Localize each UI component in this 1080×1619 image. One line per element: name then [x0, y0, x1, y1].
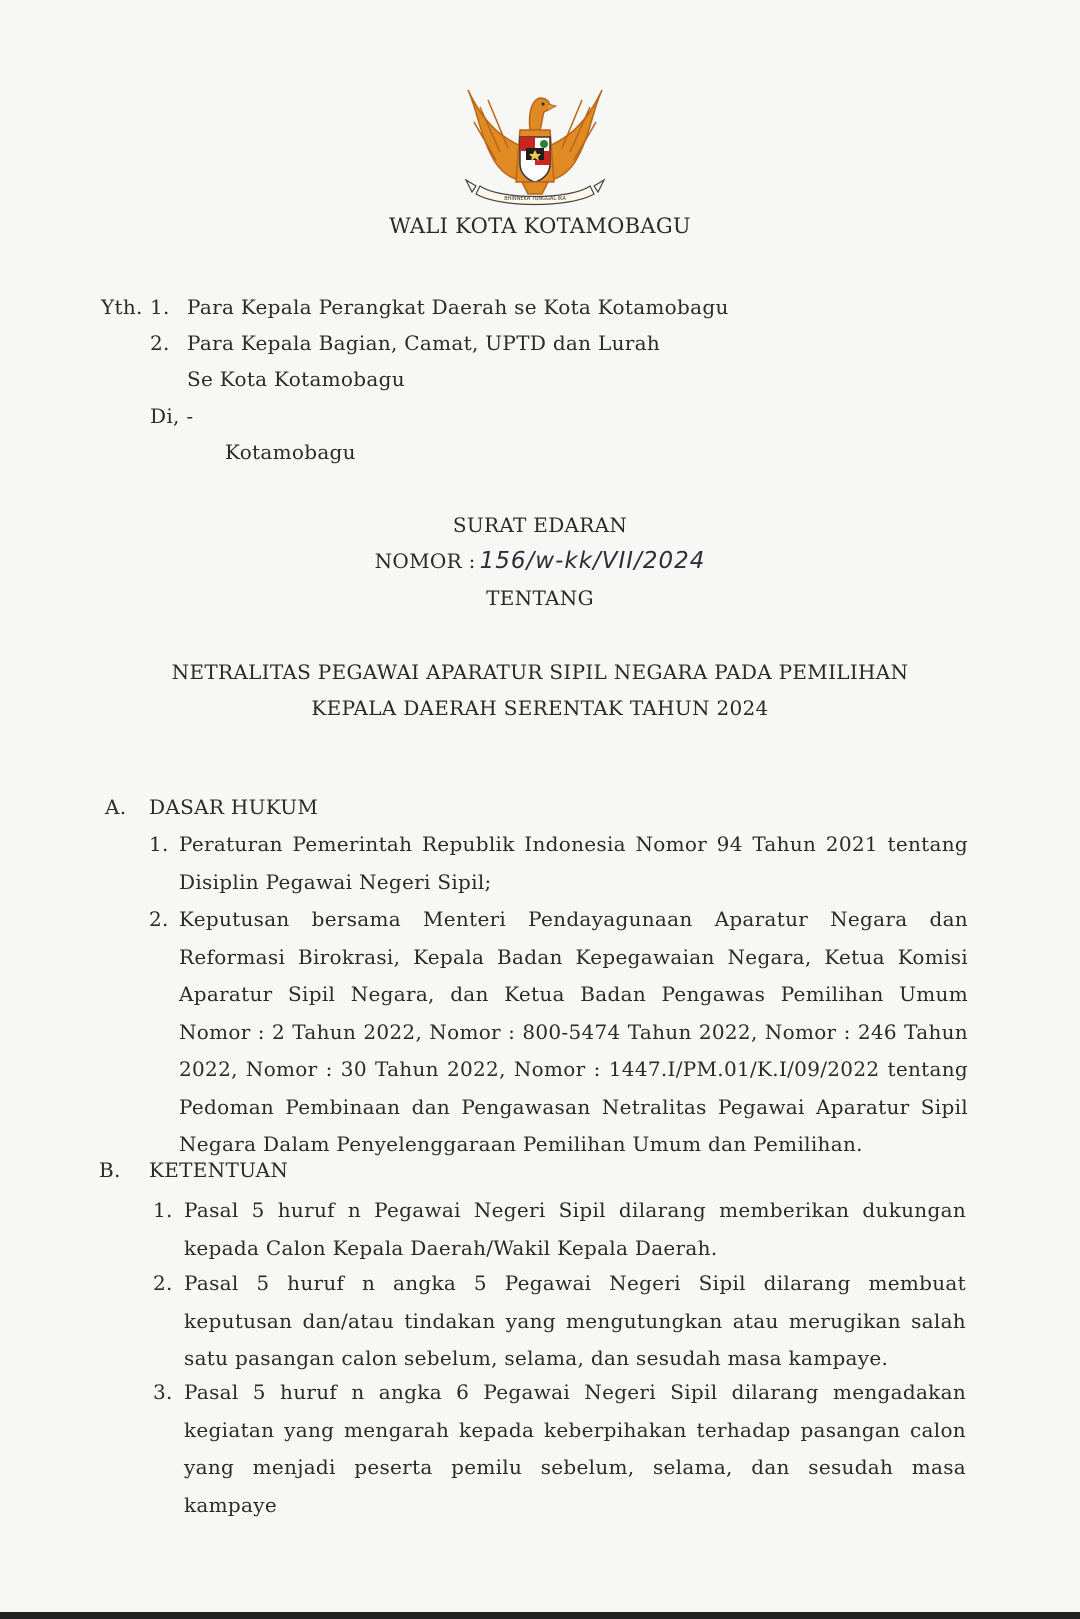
- doc-number: [0, 543, 1080, 580]
- section-letter: A.: [105, 795, 127, 819]
- addressee-line: Para Kepala Perangkat Daerah se Kota Kotamobagu: [187, 295, 729, 319]
- doc-number-label: NOMOR :: [374, 549, 476, 573]
- addressee-line: Se Kota Kotamobagu: [187, 367, 405, 391]
- about-label: TENTANG: [486, 586, 594, 610]
- addressee-place: Kotamobagu: [225, 440, 356, 464]
- section-title: KETENTUAN: [149, 1158, 289, 1182]
- addressee-line: Para Kepala Bagian, Camat, UPTD dan Lurah: [187, 331, 661, 355]
- page-bottom-edge: [0, 1612, 1080, 1619]
- list-item-number: 3.: [153, 1380, 173, 1404]
- list-item-number: 2.: [149, 907, 169, 931]
- addressee-prefix: Yth.: [101, 295, 143, 319]
- garuda-emblem-icon: [460, 82, 610, 214]
- letterhead-title: WALI KOTA KOTAMOBAGU: [389, 214, 691, 238]
- list-item-number: 1.: [153, 1198, 173, 1222]
- list-item-text: Pasal 5 huruf n angka 6 Pegawai Negeri Sipil dilarang mengadakan kegiatan yang mengarah kepada keberpihakan terhadap pasangan calon yang menjadi peserta pemilu sebelum, selama, dan sesudah masa kampaye: [184, 1380, 966, 1517]
- list-item-number: 2.: [153, 1271, 173, 1295]
- addressee-number: 1.: [150, 295, 170, 319]
- list-item-text: Pasal 5 huruf n Pegawai Negeri Sipil dilarang memberikan dukungan kepada Calon Kepala Daerah/Wakil Kepala Daerah.: [184, 1198, 966, 1260]
- list-item-text: Keputusan bersama Menteri Pendayagunaan Aparatur Negara dan Reformasi Birokrasi, Kepala Badan Kepegawaian Negara, Ketua Komisi Aparatur Sipil Negara, dan Ketua Badan Pengawas Pemilihan Umum Nomor : 2 Tahun 2022, Nomor : 800-5474 Tahun 2022, Nomor : 246 Tahun 2022, Nomor : 30 Tahun 2022, Nomor : 1447.I/PM.01/K.I/09/2022 tentang Pedoman Pembinaan dan Pengawasan Netralitas Pegawai Aparatur Sipil Negara Dalam Penyelenggaraan Pemilihan Umum dan Pemilihan.: [179, 907, 968, 1156]
- section-title: DASAR HUKUM: [149, 795, 319, 819]
- list-item-text: Peraturan Pemerintah Republik Indonesia Nomor 94 Tahun 2021 tentang Disiplin Pegawai Negeri Sipil;: [179, 832, 968, 894]
- addressee-di-label: Di, -: [150, 404, 194, 428]
- subject-line: NETRALITAS PEGAWAI APARATUR SIPIL NEGARA PADA PEMILIHAN: [171, 660, 909, 684]
- doc-number-value: 156/w-kk/VII/2024: [479, 548, 706, 574]
- section-letter: B.: [99, 1158, 121, 1182]
- subject-line: KEPALA DAERAH SERENTAK TAHUN 2024: [311, 696, 769, 720]
- doc-type: SURAT EDARAN: [452, 513, 628, 537]
- list-item-number: 1.: [149, 832, 169, 856]
- addressee-number: 2.: [150, 331, 170, 355]
- list-item-text: Pasal 5 huruf n angka 5 Pegawai Negeri Sipil dilarang membuat keputusan dan/atau tindakan yang mengutungkan atau merugikan salah satu pasangan calon sebelum, selama, dan sesudah masa kampaye.: [184, 1271, 966, 1370]
- emblem-motto-text: BHINNEKA TUNGGAL IKA: [504, 196, 566, 202]
